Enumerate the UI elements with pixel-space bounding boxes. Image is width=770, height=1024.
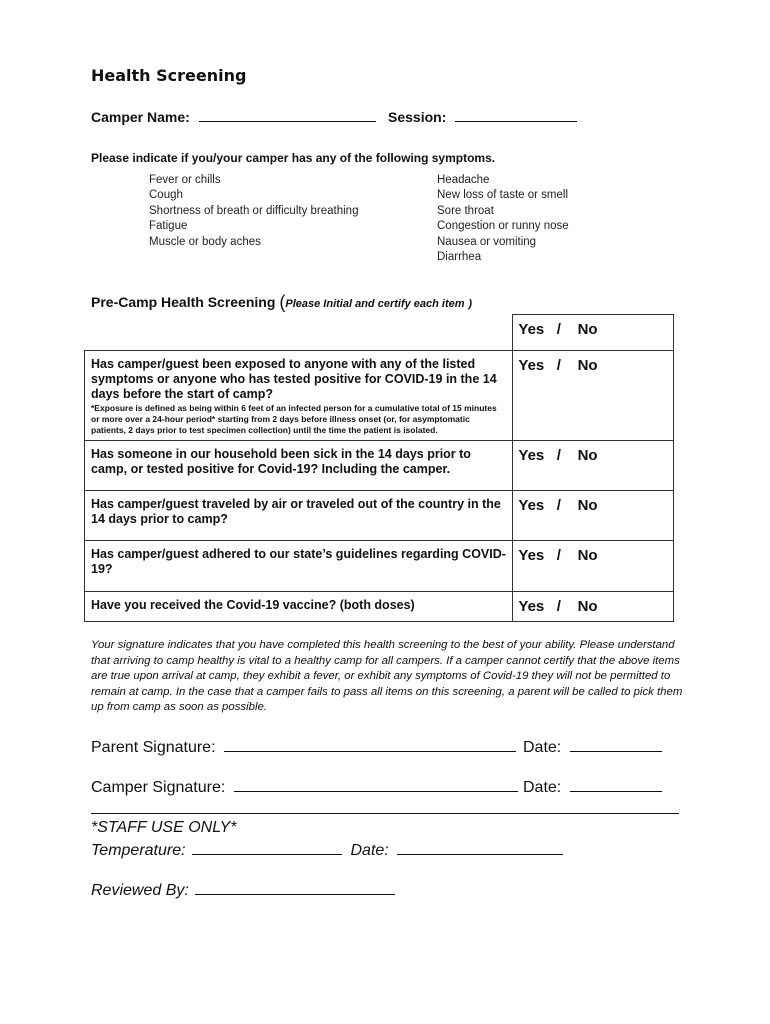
header-spacer [85, 315, 513, 351]
staff-date-field[interactable] [397, 840, 563, 855]
symptom-item: Congestion or runny nose [437, 220, 569, 233]
staff-date-label: Date: [350, 842, 389, 859]
session-label: Session: [388, 109, 447, 125]
symptom-item: New loss of taste or smell [437, 189, 569, 202]
camper-signature-field[interactable] [234, 777, 518, 792]
symptoms-list-right [437, 173, 569, 265]
section-close: ) [468, 298, 473, 310]
symptom-item: Fatigue [149, 220, 188, 233]
reviewed-by-field[interactable] [195, 880, 395, 895]
parent-date-label: Date: [523, 739, 562, 756]
camper-date-row [523, 777, 662, 797]
yes-no-answer[interactable]: Yes / No [513, 541, 674, 592]
symptom-item: Headache [437, 174, 490, 186]
symptom-item: Muscle or body aches [149, 235, 261, 248]
question-cell: Has someone in our household been sick in the 14 days prior to camp, or tested positive for Covid-19? Including the camper. [85, 441, 513, 491]
camper-signature-row [91, 777, 518, 797]
page-title: Health Screening [91, 66, 247, 85]
table-row [85, 351, 674, 441]
table-row [85, 541, 674, 592]
section-note: Please Initial and certify each item [285, 298, 465, 310]
parent-date-row [523, 737, 662, 757]
table-row [85, 592, 674, 622]
temperature-field[interactable] [192, 840, 342, 855]
yes-no-answer[interactable]: Yes / No [513, 491, 674, 541]
table-row [85, 491, 674, 541]
camper-name-field[interactable] [199, 107, 376, 122]
divider [91, 813, 679, 814]
parent-date-field[interactable] [570, 737, 662, 752]
question-cell [85, 351, 513, 441]
table-header-row [85, 315, 674, 351]
camper-name-label: Camper Name: [91, 109, 190, 125]
question-cell: Have you received the Covid-19 vaccine? (both doses) [85, 592, 513, 622]
camper-date-field[interactable] [570, 777, 662, 792]
screening-table [84, 314, 674, 622]
camper-date-label: Date: [523, 779, 562, 796]
yes-no-answer[interactable]: Yes / No [513, 351, 674, 441]
staff-use-heading: *STAFF USE ONLY* [91, 819, 237, 836]
parent-signature-label: Parent Signature: [91, 739, 216, 756]
yes-no-header: Yes / No [513, 315, 674, 351]
section-heading [91, 292, 472, 313]
symptom-item: Nausea or vomiting [437, 235, 537, 248]
symptoms-list-left [149, 173, 358, 250]
symptom-item: Cough [149, 189, 183, 202]
session-row [388, 107, 577, 125]
symptom-item: Diarrhea [437, 251, 482, 264]
disclaimer-paragraph: Your signature indicates that you have completed this health screening to the best of your ability. Please understand that arriving to camp healthy is vital to a healthy camp for all campers. If a camper cannot certify that the above items are true upon arrival at camp, they exhibit a fever, or exhibit any symptoms of Covid-19 they will not be permitted to remain at camp. In the case that a camper fails to pass all items on this screening, a parent will be called to pick them up from camp as soon as possible. [91, 639, 683, 713]
symptoms-intro: Please indicate if you/your camper has any of the following symptoms. [91, 151, 496, 165]
yes-no-answer[interactable]: Yes / No [513, 592, 674, 622]
camper-signature-label: Camper Signature: [91, 779, 226, 796]
parent-signature-field[interactable] [224, 737, 516, 752]
section-title: Pre-Camp Health Screening [91, 294, 276, 310]
question-note: *Exposure is defined as being within 6 feet of an infected person for a cumulative total of 15 minutes or more over a 24-hour period* starting from 2 days before illness onset (or, for asymptomatic patients, 2 days prior to test specimen collection) until the time the patient is isolated. [91, 403, 497, 435]
question-cell: Has camper/guest adhered to our state’s guidelines regarding COVID-19? [85, 541, 513, 592]
parent-signature-row [91, 737, 516, 757]
temperature-label: Temperature: [91, 842, 186, 859]
reviewed-by-row [91, 880, 395, 900]
camper-name-row [91, 107, 376, 125]
question-text: Has camper/guest been exposed to anyone with any of the listed symptoms or anyone who has tested positive for COVID-19 in the 14 days before the start of camp? [91, 357, 497, 401]
temperature-row [91, 840, 563, 860]
table-row [85, 441, 674, 491]
yes-no-answer[interactable]: Yes / No [513, 441, 674, 491]
section-paren: ( [279, 292, 286, 312]
question-cell: Has camper/guest traveled by air or traveled out of the country in the 14 days prior to camp? [85, 491, 513, 541]
symptom-item: Sore throat [437, 204, 494, 217]
reviewed-by-label: Reviewed By: [91, 882, 189, 899]
symptom-item: Fever or chills [149, 174, 221, 186]
session-field[interactable] [455, 107, 577, 122]
symptom-item: Shortness of breath or difficulty breathing [149, 204, 359, 217]
